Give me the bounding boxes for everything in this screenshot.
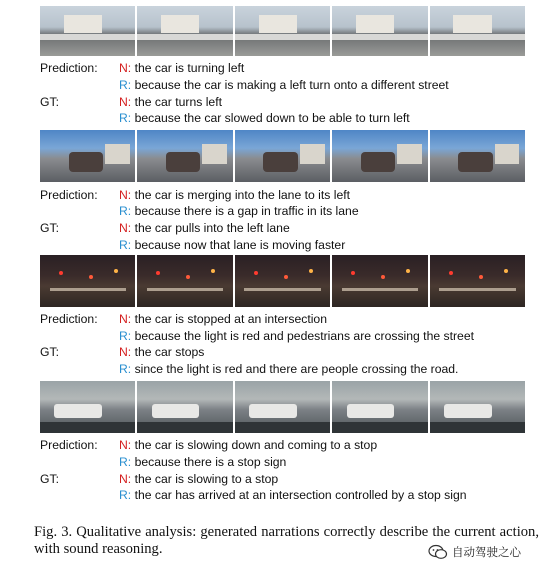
- frame-strip-3: [40, 255, 525, 307]
- video-frame: [430, 381, 525, 433]
- narration-tag: N:: [119, 95, 132, 109]
- narration-text: the car is turning left: [134, 61, 245, 75]
- prediction-label: Prediction:: [40, 188, 98, 202]
- narration-text: the car pulls into the left lane: [134, 221, 290, 235]
- narration-text: the car is slowing down and coming to a stop: [134, 438, 378, 452]
- video-frame: [137, 381, 232, 433]
- watermark-text: 自动驾驶之心: [452, 547, 521, 559]
- reason-tag: R:: [119, 78, 132, 92]
- video-frame: [332, 6, 427, 56]
- video-frame: [430, 255, 525, 307]
- narration-tag: N:: [119, 312, 132, 326]
- narration-text: the car is stopped at an intersection: [134, 312, 327, 326]
- reason-text: because now that lane is moving faster: [134, 238, 346, 252]
- narration-tag: N:: [119, 221, 132, 235]
- video-frame: [137, 6, 232, 56]
- video-frame: [235, 6, 330, 56]
- narration-text: the car is merging into the lane to its left: [134, 188, 351, 202]
- frame-strip-1: [40, 6, 525, 56]
- narration-tag: N:: [119, 438, 132, 452]
- prediction-narration: [119, 312, 327, 326]
- gt-reason: [119, 111, 410, 125]
- wechat-icon: [428, 544, 448, 560]
- video-frame: [430, 6, 525, 56]
- narration-tag: N:: [119, 61, 132, 75]
- reason-text: because there is a gap in traffic in its lane: [134, 204, 359, 218]
- video-frame: [137, 255, 232, 307]
- reason-tag: R:: [119, 111, 132, 125]
- narration-text: the car stops: [134, 345, 205, 359]
- prediction-label: Prediction:: [40, 61, 98, 75]
- video-frame: [235, 381, 330, 433]
- reason-text: because the car is making a left turn onto a different street: [134, 78, 449, 92]
- prediction-reason: [119, 78, 449, 92]
- frame-strip-2: [40, 130, 525, 182]
- prediction-narration: [119, 188, 350, 202]
- reason-text: since the light is red and there are people crossing the road.: [134, 362, 459, 376]
- narration-tag: N:: [119, 472, 132, 486]
- gt-label: GT:: [40, 345, 59, 359]
- video-frame: [235, 130, 330, 182]
- gt-narration: [119, 221, 290, 235]
- prediction-label: Prediction:: [40, 312, 98, 326]
- frame-strip-4: [40, 381, 525, 433]
- narration-tag: N:: [119, 345, 132, 359]
- video-frame: [430, 130, 525, 182]
- reason-tag: R:: [119, 488, 132, 502]
- video-frame: [40, 6, 135, 56]
- gt-narration: [119, 472, 278, 486]
- gt-reason: [119, 362, 458, 376]
- gt-label: GT:: [40, 221, 59, 235]
- reason-tag: R:: [119, 329, 132, 343]
- prediction-narration: [119, 438, 377, 452]
- reason-tag: R:: [119, 455, 132, 469]
- video-frame: [235, 255, 330, 307]
- reason-text: because there is a stop sign: [134, 455, 287, 469]
- video-frame: [332, 130, 427, 182]
- video-frame: [40, 255, 135, 307]
- narration-text: the car is slowing to a stop: [134, 472, 279, 486]
- video-frame: [332, 255, 427, 307]
- video-frame: [137, 130, 232, 182]
- reason-text: because the car slowed down to be able to turn left: [134, 111, 410, 125]
- narration-tag: N:: [119, 188, 132, 202]
- video-frame: [40, 130, 135, 182]
- prediction-label: Prediction:: [40, 438, 98, 452]
- reason-text: because the light is red and pedestrians are crossing the street: [134, 329, 474, 343]
- prediction-reason: [119, 204, 359, 218]
- narration-text: the car turns left: [134, 95, 222, 109]
- gt-narration: [119, 95, 222, 109]
- watermark: [428, 544, 521, 560]
- reason-tag: R:: [119, 204, 132, 218]
- reason-tag: R:: [119, 362, 132, 376]
- gt-label: GT:: [40, 472, 59, 486]
- gt-reason: [119, 488, 467, 502]
- figure-caption: Fig. 3. Qualitative analysis: generated narrations correctly describe the current action, with sound reasoning.: [34, 524, 539, 557]
- video-frame: [332, 381, 427, 433]
- reason-tag: R:: [119, 238, 132, 252]
- reason-text: the car has arrived at an intersection controlled by a stop sign: [134, 488, 467, 502]
- prediction-reason: [119, 329, 474, 343]
- gt-reason: [119, 238, 345, 252]
- gt-label: GT:: [40, 95, 59, 109]
- prediction-reason: [119, 455, 286, 469]
- prediction-narration: [119, 61, 244, 75]
- gt-narration: [119, 345, 204, 359]
- video-frame: [40, 381, 135, 433]
